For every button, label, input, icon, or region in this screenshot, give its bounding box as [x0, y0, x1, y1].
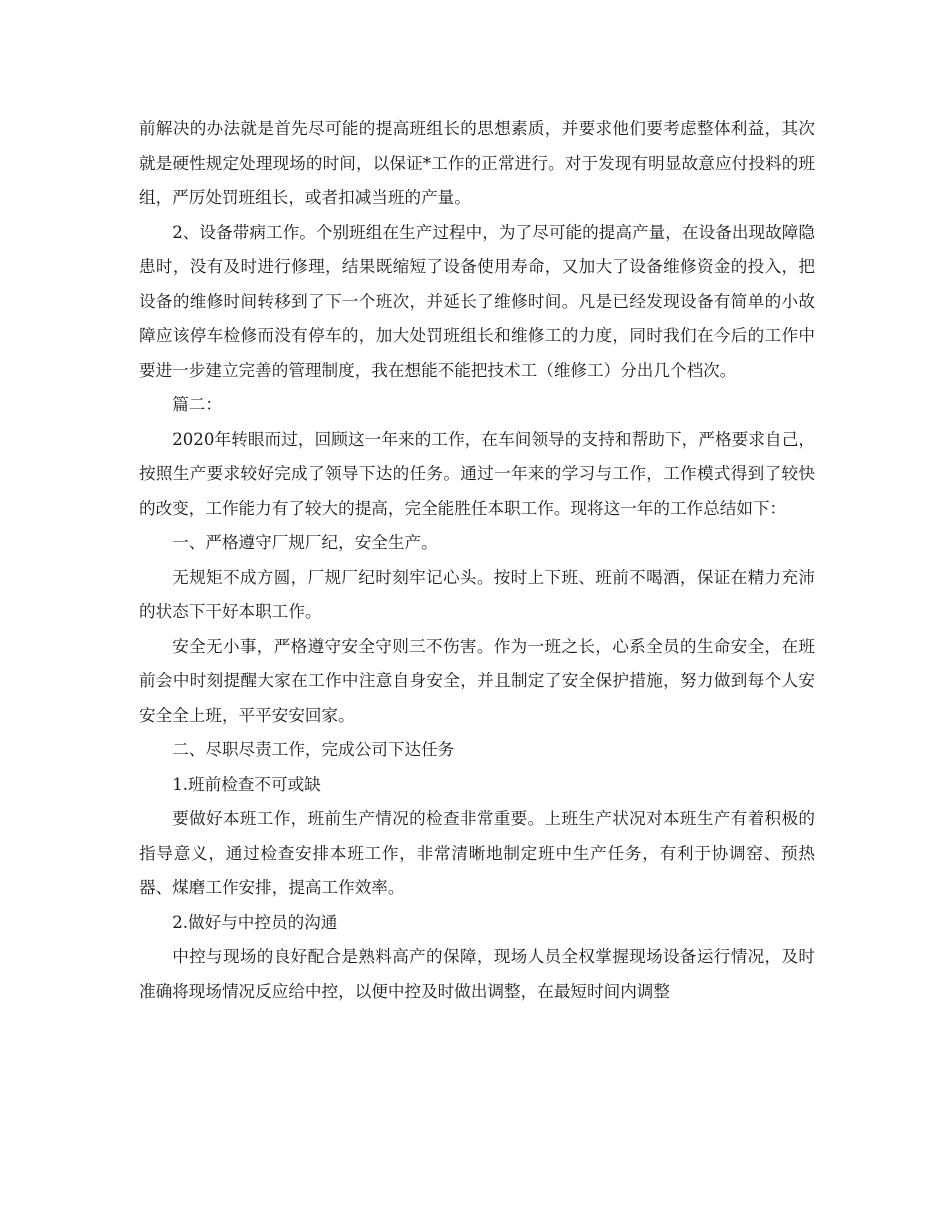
section-heading-part-two: 篇二：: [172, 395, 222, 414]
subheading-control-communication: 2.做好与中控员的沟通: [172, 912, 338, 932]
paragraph-discipline: 无规矩不成方圆，厂规厂纪时刻牢记心头。按时上下班、班前不喝酒，保证在精力充沛的状态下干好本职工作。: [139, 567, 815, 621]
paragraph-control-communication: 中控与现场的良好配合是熟料高产的保障，现场人员全权掌握现场设备运行情况，及时准确将现场情况反应给中控，以便中控及时做出调整，在最短时间内调整: [139, 947, 815, 1001]
paragraph-equipment-issue: 2、设备带病工作。个别班组在生产过程中，为了尽可能的提高产量，在设备出现故障隐患时，没有及时进行修理，结果既缩短了设备使用寿命，又加大了设备维修资金的投入，把设备的维修时间转移到了下一个班次，并延长了维修时间。凡是已经发现设备有简单的小故障应该停车检修而没有停车的，加大处罚班组长和维修工的力度，同时我们在今后的工作中要进一步建立完善的管理制度，我在想能不能把技术工（维修工）分出几个档次。: [139, 222, 815, 380]
subheading-pre-shift-check: 1.班前检查不可或缺: [172, 774, 321, 794]
paragraph-pre-shift-check: 要做好本班工作，班前生产情况的检查非常重要。上班生产状况对本班生产有着积极的指导意义，通过检查安排本班工作，非常清晰地制定班中生产任务，有利于协调窑、预热器、煤磨工作安排，提高工作效率。: [139, 809, 815, 897]
paragraph-year-review: 2020年转眼而过，回顾这一年来的工作，在车间领导的支持和帮助下，严格要求自己，按照生产要求较好完成了领导下达的任务。通过一年来的学习与工作，工作模式得到了较快的改变，工作能力有了较大的提高，完全能胜任本职工作。现将这一年的工作总结如下：: [139, 429, 815, 518]
heading-safety-rules: 一、严格遵守厂规厂纪，安全生产。: [172, 533, 438, 552]
heading-duties: 二、尽职尽责工作，完成公司下达任务: [172, 740, 455, 759]
document-page: [139, 112, 815, 1009]
paragraph-continuation: 前解决的办法就是首先尽可能的提高班组长的思想素质，并要求他们要考虑整体利益，其次就是硬性规定处理现场的时间，以保证*工作的正常进行。对于发现有明显故意应付投料的班组，严厉处罚班组长，或者扣减当班的产量。: [139, 119, 815, 207]
paragraph-safety: 安全无小事，严格遵守安全守则三不伤害。作为一班之长，心系全员的生命安全，在班前会中时刻提醒大家在工作中注意自身安全，并且制定了安全保护措施，努力做到每个人安安全全上班，平平安安回家。: [139, 636, 815, 725]
